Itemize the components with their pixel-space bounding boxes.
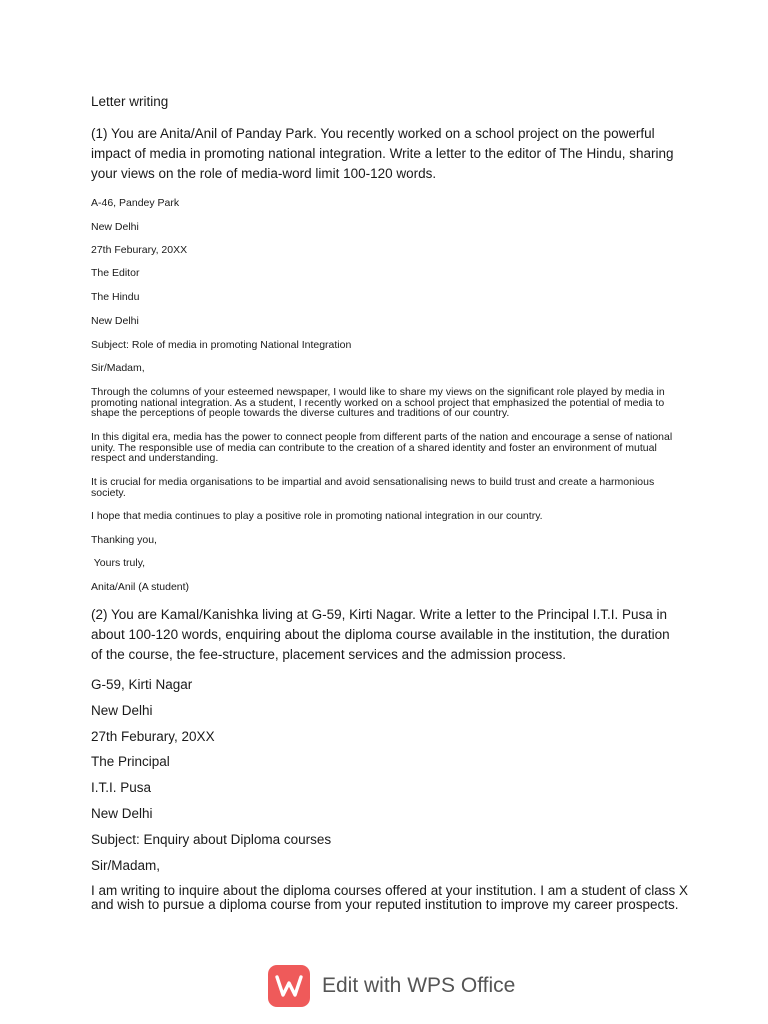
q2-salutation: Sir/Madam, — [91, 858, 161, 873]
q1-body-paragraph-1: Through the columns of your esteemed newspaper, I would like to share my views on the significant role played by media in promoting national integration. As a student, I recently worked on a school project that emphasized the potential of media to shape the perceptions of people towards the diverse cultures and traditions of our country. — [91, 386, 665, 419]
q1-date: 27th Feburary, 20XX — [91, 244, 188, 256]
q2-body-paragraph-1: I am writing to inquire about the diploma courses offered at your institution. I am a student of class X and wish to pursue a diploma course from your reputed institution to improve my career prospects. — [91, 883, 689, 912]
q2-address-line1: G-59, Kirti Nagar — [91, 677, 193, 692]
question-1-prompt: (1) You are Anita/Anil of Panday Park. You recently worked on a school project on the powerful impact of media in promoting national integration. Write a letter to the editor of The Hindu, sharing your views on the role of media-word limit 100-120 words. — [91, 126, 674, 181]
q1-body-paragraph-4: I hope that media continues to play a positive role in promoting national integration in our country. — [91, 510, 543, 522]
q2-subject: Subject: Enquiry about Diploma courses — [91, 832, 332, 847]
q1-address-line1: A-46, Pandey Park — [91, 197, 180, 209]
q1-signoff: Yours truly, — [91, 557, 146, 569]
q1-recipient-line3: New Delhi — [91, 315, 139, 327]
q1-recipient-line2: The Hindu — [91, 291, 140, 303]
q1-closing: Thanking you, — [91, 534, 157, 546]
q1-address-line2: New Delhi — [91, 221, 139, 233]
wps-w-glyph-icon — [275, 974, 303, 998]
wps-logo-icon — [268, 965, 310, 1007]
q2-address-line2: New Delhi — [91, 703, 153, 718]
q1-recipient-line1: The Editor — [91, 267, 140, 279]
q1-signature: Anita/Anil (A student) — [91, 581, 190, 593]
q1-salutation: Sir/Madam, — [91, 362, 145, 374]
q2-date: 27th Feburary, 20XX — [91, 729, 215, 744]
q2-recipient-line1: The Principal — [91, 754, 170, 769]
q2-recipient-line2: I.T.I. Pusa — [91, 780, 152, 795]
edit-with-wps-button[interactable] — [268, 964, 515, 1008]
q1-subject: Subject: Role of media in promoting National Integration — [91, 339, 352, 351]
q1-body-paragraph-2: In this digital era, media has the power to connect people from different parts of the nation and encourage a sense of national unity. The responsible use of media can contribute to the creation of a shared identity and foster an environment of mutual respect and understanding. — [91, 431, 673, 464]
wps-label: Edit with WPS Office — [322, 974, 516, 997]
q2-recipient-line3: New Delhi — [91, 806, 153, 821]
question-2-prompt: (2) You are Kamal/Kanishka living at G-59, Kirti Nagar. Write a letter to the Principal I.T.I. Pusa in about 100-120 words, enquiring about the diploma course available in the institution, the duration of the course, the fee-structure, placement services and the admission process. — [91, 607, 670, 662]
q1-body-paragraph-3: It is crucial for media organisations to be impartial and avoid sensationalising news to build trust and create a harmonious society. — [91, 476, 655, 499]
page-heading: Letter writing — [91, 94, 169, 109]
